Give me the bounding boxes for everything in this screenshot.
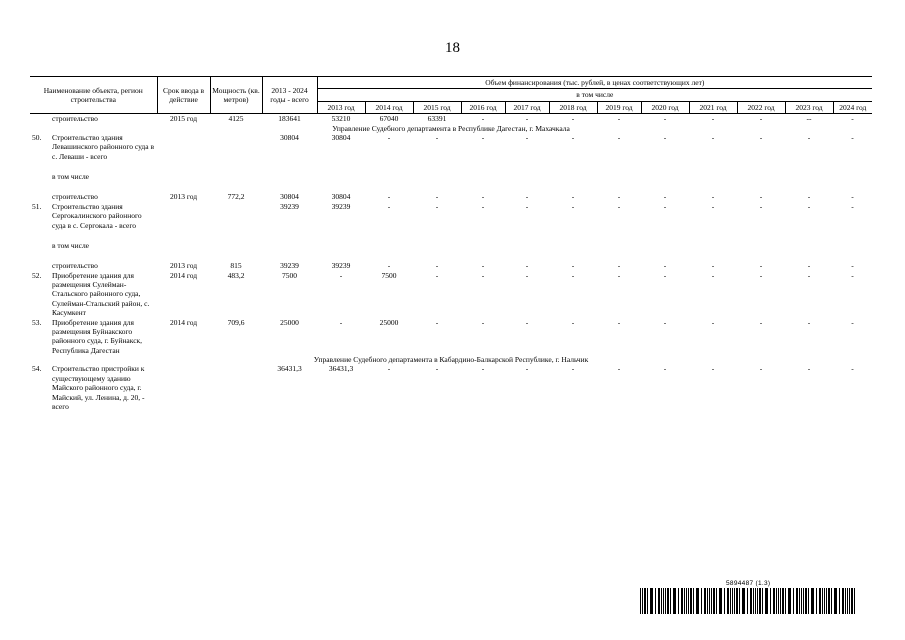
barcode-bar [658, 588, 660, 614]
department-row [30, 355, 872, 364]
year-value: - [571, 132, 575, 142]
year-value: - [663, 192, 667, 202]
year-value: - [435, 270, 439, 280]
year-value: - [525, 114, 529, 124]
year-value: - [851, 114, 854, 124]
header-year: 2023 год [785, 101, 833, 113]
financing-table [30, 76, 872, 411]
year-value: 53210 [331, 114, 351, 124]
barcode-bar [678, 588, 679, 614]
year-value: - [851, 261, 854, 271]
header-year: 2017 год [505, 101, 549, 113]
barcode-bar [819, 588, 821, 614]
year-value: 39239 [331, 261, 351, 271]
year-value: - [759, 132, 763, 142]
header-year: 2019 год [597, 101, 641, 113]
year-value: - [807, 261, 811, 271]
barcode-bar [686, 588, 687, 614]
total-value: 39239 [280, 261, 299, 271]
year-value: - [435, 132, 439, 142]
barcode-bar [688, 588, 689, 614]
barcode-bar [839, 588, 840, 614]
table-row [30, 133, 872, 161]
number-cell [30, 172, 52, 181]
header-row-1 [30, 77, 872, 89]
table-row [30, 114, 872, 124]
total-value: 30804 [280, 132, 299, 142]
total-value: 25000 [280, 317, 299, 327]
row-number [30, 261, 52, 270]
header-year: 2015 год [413, 101, 461, 113]
table-row [30, 318, 872, 356]
year-value: - [663, 270, 667, 280]
year-value: - [711, 270, 715, 280]
year-value: - [711, 132, 715, 142]
barcode-bar [650, 588, 653, 614]
barcode-bar [701, 588, 702, 614]
barcode-bar [824, 588, 825, 614]
year-value: - [759, 192, 763, 202]
header-year: 2018 год [549, 101, 597, 113]
year-value: - [711, 364, 715, 374]
year-value: - [571, 201, 575, 211]
commissioning-term [157, 133, 210, 161]
barcode-bar [805, 588, 807, 614]
year-value: - [387, 132, 391, 142]
barcode-bar [834, 588, 837, 614]
barcode-bar [642, 588, 643, 614]
table-row [30, 192, 872, 201]
year-value: - [617, 261, 621, 271]
object-name: Приобретение здания для размещения Буйнакского районного суда, г. Буйнакск, Республика Дагестан [52, 317, 143, 355]
header-year: 2020 год [641, 101, 689, 113]
spacer-cell [30, 181, 872, 192]
year-value: - [387, 201, 391, 211]
year-value: - [711, 114, 715, 124]
year-value: - [435, 192, 439, 202]
commissioning-term: 2014 год [169, 317, 198, 327]
commissioning-term [157, 202, 210, 230]
barcode-bar [854, 588, 855, 614]
barcode-bar [709, 588, 710, 614]
capacity-value [210, 202, 262, 230]
year-value: 30804 [331, 132, 351, 142]
barcode-bar [727, 588, 729, 614]
object-name: строительство [52, 192, 98, 202]
year-value: - [759, 114, 763, 124]
header-term: Срок ввода в действие [157, 77, 210, 114]
barcode-bar [755, 588, 756, 614]
barcode-bar [808, 588, 809, 614]
barcode-bar [681, 588, 683, 614]
year-value: - [617, 317, 621, 327]
year-value: 67040 [379, 114, 399, 124]
header-including: в том числе [317, 89, 872, 101]
year-value: - [663, 317, 667, 327]
year-value: 30804 [331, 192, 351, 202]
barcode [640, 580, 856, 614]
barcode-bar [785, 588, 786, 614]
table-row [30, 261, 872, 270]
year-value: - [481, 132, 485, 142]
year-value: - [339, 270, 343, 280]
year-value: - [851, 317, 854, 327]
including-label: в том числе [52, 172, 90, 181]
year-value: - [807, 317, 811, 327]
barcode-bar [757, 588, 758, 614]
object-name: Строительство здания Сергокалинского районного суда в с. Сергокала - всего [52, 201, 142, 230]
capacity-value [210, 364, 262, 411]
barcode-bar [828, 588, 830, 614]
commissioning-term: 2013 год [169, 261, 198, 271]
barcode-bar [719, 588, 722, 614]
barcode-bar [667, 588, 669, 614]
table-row [30, 271, 872, 318]
year-value: - [435, 317, 439, 327]
capacity-value: 483,2 [227, 270, 245, 280]
department-heading: Управление Судебного департамента в Республике Дагестан, г. Махачкала [332, 123, 570, 133]
year-value: - [759, 364, 763, 374]
barcode-bar [684, 588, 685, 614]
year-value: - [481, 364, 485, 374]
barcode-bar [845, 588, 846, 614]
header-name: Наименование объекта, регион строительства [30, 77, 157, 114]
capacity-value: 4125 [228, 114, 244, 124]
subtotal-label-row [30, 172, 872, 181]
barcode-bar [724, 588, 725, 614]
barcode-bar [847, 588, 848, 614]
barcode-bar [742, 588, 745, 614]
barcode-bar [707, 588, 708, 614]
year-value: - [759, 270, 763, 280]
header-funding-title: Объем финансирования (тыс. рублей, в ценах соответствующих лет) [317, 77, 872, 89]
year-value: - [571, 192, 575, 202]
barcode-bar [753, 588, 754, 614]
department-row [30, 124, 872, 133]
commissioning-term: 2015 год [169, 114, 198, 124]
year-value: - [339, 317, 343, 327]
spacer-row [30, 181, 872, 192]
page-number: 18 [445, 40, 460, 56]
object-name: Строительство пристройки к существующему зданию Майского районного суда, г. Майский, ул. Ленина, д. 20, - всего [52, 364, 145, 411]
object-name: Строительство здания Левашинского районного суда в с. Леваши - всего [52, 132, 154, 161]
header-year: 2021 год [689, 101, 737, 113]
year-value: - [525, 132, 529, 142]
barcode-bar [770, 588, 771, 614]
barcode-bar [693, 588, 694, 614]
year-value: - [481, 192, 485, 202]
barcode-bar [803, 588, 804, 614]
year-value: - [711, 192, 715, 202]
barcode-bar [793, 588, 794, 614]
total-value: 39239 [280, 201, 299, 211]
year-value: - [617, 192, 621, 202]
barcode-bar [776, 588, 777, 614]
spacer-cell [30, 250, 872, 261]
row-number: 54. [32, 364, 42, 374]
row-number [30, 192, 52, 201]
barcode-bar [773, 588, 775, 614]
barcode-bar [759, 588, 761, 614]
barcode-bar [665, 588, 666, 614]
barcode-bar [851, 588, 853, 614]
year-value: - [851, 192, 854, 202]
barcode-number: 5894487 (1.3) [726, 580, 771, 587]
capacity-value: 772,2 [227, 192, 245, 202]
year-value: - [807, 192, 811, 202]
header-year: 2016 год [461, 101, 505, 113]
year-value: - [525, 364, 529, 374]
barcode-bar [780, 588, 781, 614]
barcode-bar [670, 588, 671, 614]
header-year: 2013 год [317, 101, 365, 113]
year-value: - [571, 270, 575, 280]
year-value: - [711, 201, 715, 211]
year-value: 7500 [381, 270, 397, 280]
year-value: - [807, 364, 811, 374]
year-value: - [617, 364, 621, 374]
year-value: - [571, 114, 575, 124]
barcode-bar [811, 588, 814, 614]
barcode-bar [799, 588, 800, 614]
year-value: - [807, 270, 811, 280]
barcode-bar [765, 588, 768, 614]
table-body [30, 114, 872, 412]
barcode-bar [711, 588, 712, 614]
object-name: строительство [52, 114, 98, 124]
table-row [30, 202, 872, 230]
row-number [30, 114, 52, 124]
year-value: - [387, 261, 391, 271]
barcode-bar [690, 588, 692, 614]
header-capacity: Мощность (кв. метров) [210, 77, 262, 114]
barcode-bar [782, 588, 784, 614]
barcode-bar [788, 588, 791, 614]
year-value: - [663, 114, 667, 124]
barcode-bar [801, 588, 802, 614]
year-value: - [617, 114, 621, 124]
year-value: - [663, 364, 667, 374]
year-value: - [851, 132, 854, 142]
header-year: 2022 год [737, 101, 785, 113]
year-value: - [617, 270, 621, 280]
year-value: - [851, 364, 854, 374]
year-value: 36431,3 [328, 364, 354, 374]
barcode-image [640, 588, 856, 614]
year-value: - [481, 114, 485, 124]
header-total: 2013 - 2024 годы - всего [262, 77, 317, 114]
barcode-bar [816, 588, 817, 614]
year-value: - [663, 261, 667, 271]
capacity-value: 815 [230, 261, 242, 271]
commissioning-term: 2014 год [169, 270, 198, 280]
year-value: - [851, 201, 854, 211]
year-value: 63391 [427, 114, 447, 124]
header-year: 2014 год [365, 101, 413, 113]
year-value: - [617, 201, 621, 211]
year-value: - [663, 132, 667, 142]
capacity-value [210, 133, 262, 161]
barcode-bar [661, 588, 662, 614]
total-value: 30804 [280, 192, 299, 202]
barcode-bar [716, 588, 717, 614]
barcode-bar [704, 588, 706, 614]
year-value: - [571, 364, 575, 374]
year-value: - [711, 317, 715, 327]
barcode-bar [822, 588, 823, 614]
year-value: - [435, 364, 439, 374]
barcode-bar [842, 588, 844, 614]
year-value: - [617, 132, 621, 142]
year-value: - [759, 261, 763, 271]
subtotal-label-row [30, 241, 872, 250]
year-value: - [759, 317, 763, 327]
year-value: - [387, 364, 391, 374]
barcode-bar [640, 588, 641, 614]
year-value: - [481, 317, 485, 327]
row-number: 52. [32, 270, 42, 280]
year-value: - [387, 192, 391, 202]
year-value: -- [806, 114, 812, 124]
capacity-value: 709,6 [227, 317, 245, 327]
spacer-cell [30, 230, 872, 241]
object-name: строительство [52, 261, 98, 271]
spacer-row [30, 161, 872, 172]
year-value: - [525, 261, 529, 271]
year-value: - [571, 261, 575, 271]
barcode-bar [734, 588, 735, 614]
barcode-bar [730, 588, 731, 614]
barcode-bar [796, 588, 798, 614]
year-value: - [663, 201, 667, 211]
barcode-bar [655, 588, 656, 614]
year-value: - [807, 132, 811, 142]
year-value: - [525, 317, 529, 327]
year-value: - [481, 270, 485, 280]
object-name: Приобретение здания для размещения Сулейман-Стальского районного суда, Сулейман-Стальский район, с. Касумкент [52, 270, 150, 318]
year-value: - [571, 317, 575, 327]
barcode-bar [762, 588, 763, 614]
barcode-bar [736, 588, 738, 614]
spacer-row [30, 230, 872, 241]
year-value: - [711, 261, 715, 271]
barcode-bar [696, 588, 699, 614]
commissioning-term: 2013 год [169, 192, 198, 202]
spacer-row [30, 250, 872, 261]
barcode-bar [826, 588, 827, 614]
barcode-bar [647, 588, 648, 614]
year-value: - [525, 201, 529, 211]
header-year: 2024 год [833, 101, 872, 113]
number-cell [30, 241, 52, 250]
total-value: 183641 [278, 114, 301, 124]
year-value: 25000 [379, 317, 399, 327]
commissioning-term [157, 364, 210, 411]
barcode-bar [663, 588, 664, 614]
row-number: 51. [32, 201, 42, 211]
year-value: - [851, 270, 854, 280]
year-value: - [525, 192, 529, 202]
barcode-bar [747, 588, 748, 614]
including-label: в том числе [52, 240, 90, 250]
row-number: 50. [32, 132, 42, 142]
spacer-cell [30, 161, 872, 172]
barcode-bar [831, 588, 832, 614]
barcode-bar [849, 588, 850, 614]
barcode-bar [644, 588, 646, 614]
year-value: 39239 [331, 201, 351, 211]
year-value: - [435, 201, 439, 211]
barcode-bar [750, 588, 752, 614]
barcode-bar [739, 588, 740, 614]
barcode-bar [713, 588, 715, 614]
year-value: - [435, 261, 439, 271]
department-heading: Управление Судебного департамента в Кабардино-Балкарской Республике, г. Нальчик [313, 355, 589, 364]
barcode-bar [732, 588, 733, 614]
total-value: 7500 [282, 270, 298, 280]
total-value: 36431,3 [277, 364, 302, 374]
year-value: - [481, 261, 485, 271]
row-number: 53. [32, 317, 42, 327]
year-value: - [759, 201, 763, 211]
table-row [30, 364, 872, 411]
barcode-bar [778, 588, 779, 614]
year-value: - [525, 270, 529, 280]
year-value: - [807, 201, 811, 211]
barcode-bar [673, 588, 676, 614]
year-value: - [481, 201, 485, 211]
